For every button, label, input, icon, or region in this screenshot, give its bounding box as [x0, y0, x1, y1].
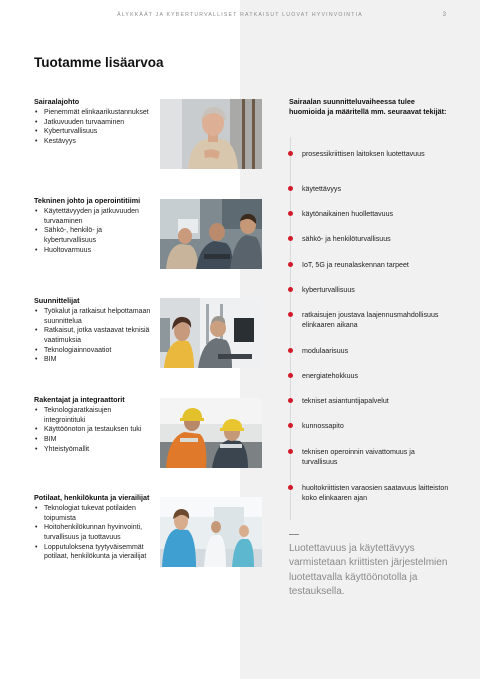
- timeline-item: [302, 447, 450, 467]
- stakeholder-group-builders: [34, 395, 152, 454]
- list-item: • Jatkuvuuden turvaaminen: [34, 118, 152, 128]
- timeline-item-label: sähkö- ja henkilöturvallisuus: [302, 235, 391, 243]
- stakeholder-group-designers: [34, 296, 152, 365]
- timeline-item: [302, 260, 450, 270]
- group-list: [34, 108, 152, 146]
- timeline-item-label: kunnossapito: [302, 422, 344, 430]
- timeline-item-label: energiatehokkuus: [302, 372, 359, 380]
- list-item: • BIM: [34, 355, 152, 365]
- page-title: Tuotamme lisäarvoa: [34, 55, 164, 70]
- stakeholder-group-patients: [34, 493, 152, 562]
- timeline-item-label: huoltokriittisten varaosien saatavuus laitteiston koko elinkaaren ajan: [302, 484, 449, 503]
- timeline-dot: [288, 186, 293, 191]
- timeline-item-label: prosessikriittisen laitoksen luotettavuus: [302, 150, 425, 158]
- timeline-dot: [288, 373, 293, 378]
- list-item: • Sähkö-, henkilö- ja kyberturvallisuus: [34, 226, 152, 245]
- list-item: • Käytettävyyden ja jatkuvuuden turvaaminen: [34, 207, 152, 226]
- timeline-dot: [288, 449, 293, 454]
- list-item: • Lopputuloksena tyytyväisemmät potilaat, henkilökunta ja vierailijat: [34, 543, 152, 562]
- list-item: • Teknologiaratkaisujen integrointituki: [34, 406, 152, 425]
- list-item: • Työkalut ja ratkaisut helpottamaan suunnittelua: [34, 307, 152, 326]
- stakeholder-group-hospital-management: [34, 97, 152, 147]
- group-list: [34, 207, 152, 255]
- group-heading: Sairaalajohto: [34, 97, 80, 106]
- list-item: • BIM: [34, 435, 152, 445]
- timeline-dot: [288, 398, 293, 403]
- timeline-dot: [288, 151, 293, 156]
- timeline-item-label: teknisen operoinnin vaivattomuus ja turvallisuus: [302, 448, 415, 467]
- timeline-item-label: IoT, 5G ja reunalaskennan tarpeet: [302, 261, 409, 269]
- timeline-dot: [288, 262, 293, 267]
- timeline-item: [302, 184, 450, 194]
- photo-construction-workers: [160, 398, 262, 468]
- timeline-item-label: ratkaisujen joustava laajennusmahdollisuus elinkaaren aikana: [302, 311, 439, 330]
- timeline-item-label: modulaarisuus: [302, 347, 349, 355]
- timeline-item-label: käytönaikainen huollettavuus: [302, 210, 394, 218]
- group-list: [34, 504, 152, 562]
- running-header: ÄLYKKÄÄT JA KYBERTURVALLISET RATKAISUT LUOVAT HYVINVOINTIA: [117, 12, 363, 18]
- timeline-item: [302, 234, 450, 244]
- timeline-item: [302, 421, 450, 431]
- timeline-item-label: käytettävyys: [302, 185, 342, 193]
- timeline-dot: [288, 348, 293, 353]
- list-item: • Ratkaisut, jotka vastaavat teknisiä vaatimuksia: [34, 326, 152, 345]
- group-list: [34, 307, 152, 365]
- stakeholder-group-technical-management: [34, 196, 152, 255]
- list-item: • Teknologiat tukevat potilaiden toipumista: [34, 504, 152, 523]
- timeline-dot: [288, 287, 293, 292]
- timeline-item: [302, 209, 450, 219]
- timeline-dot: [288, 423, 293, 428]
- list-item: • Teknologiainnovaatiot: [34, 346, 152, 356]
- timeline-item: [302, 149, 450, 159]
- group-heading: Suunnittelijat: [34, 296, 80, 305]
- list-item: • Hoitohenkilökunnan hyvinvointi, turvallisuus ja tuottavuus: [34, 523, 152, 542]
- photo-technical-team: [160, 199, 262, 269]
- photo-executive-woman: [160, 99, 262, 169]
- pull-quote: Luotettavuus ja käytettävyys varmistetaan kriittisten järjestelmien luotettavalla käyttöönotolla ja testauksella.: [289, 543, 448, 598]
- list-item: • Käyttöönoton ja testauksen tuki: [34, 425, 152, 435]
- timeline-dot: [288, 211, 293, 216]
- timeline-line: [290, 137, 291, 520]
- requirements-heading: Sairaalan suunnitteluvaiheessa tulee huomioida ja määritellä mm. seuraavat tekijät:: [289, 97, 447, 117]
- timeline-item-label: kyberturvallisuus: [302, 286, 355, 294]
- list-item: • Kestävyys: [34, 137, 152, 147]
- timeline-item-label: tekniset asiantuntijapalvelut: [302, 397, 389, 405]
- timeline-item: [302, 371, 450, 381]
- timeline-item: [302, 346, 450, 356]
- timeline-dot: [288, 236, 293, 241]
- timeline-dot: [288, 485, 293, 490]
- group-heading: Tekninen johto ja operointitiimi: [34, 196, 141, 205]
- list-item: • Kyberturvallisuus: [34, 127, 152, 137]
- list-item: • Yhteistyömallit: [34, 445, 152, 455]
- timeline-item: [302, 396, 450, 406]
- timeline-item: [302, 310, 450, 330]
- timeline-dot: [288, 312, 293, 317]
- group-heading: Rakentajat ja integraattorit: [34, 395, 125, 404]
- group-list: [34, 406, 152, 454]
- photo-designers: [160, 298, 262, 368]
- list-item: • Pienemmät elinkaarikustannukset: [34, 108, 152, 118]
- page-number: 3: [442, 12, 446, 18]
- group-heading: Potilaat, henkilökunta ja vierailijat: [34, 493, 150, 502]
- timeline-item: [302, 483, 450, 503]
- photo-hospital-staff: [160, 497, 262, 567]
- list-item: • Huoltovarmuus: [34, 246, 152, 256]
- quote-dash: [289, 534, 299, 535]
- timeline-item: [302, 285, 450, 295]
